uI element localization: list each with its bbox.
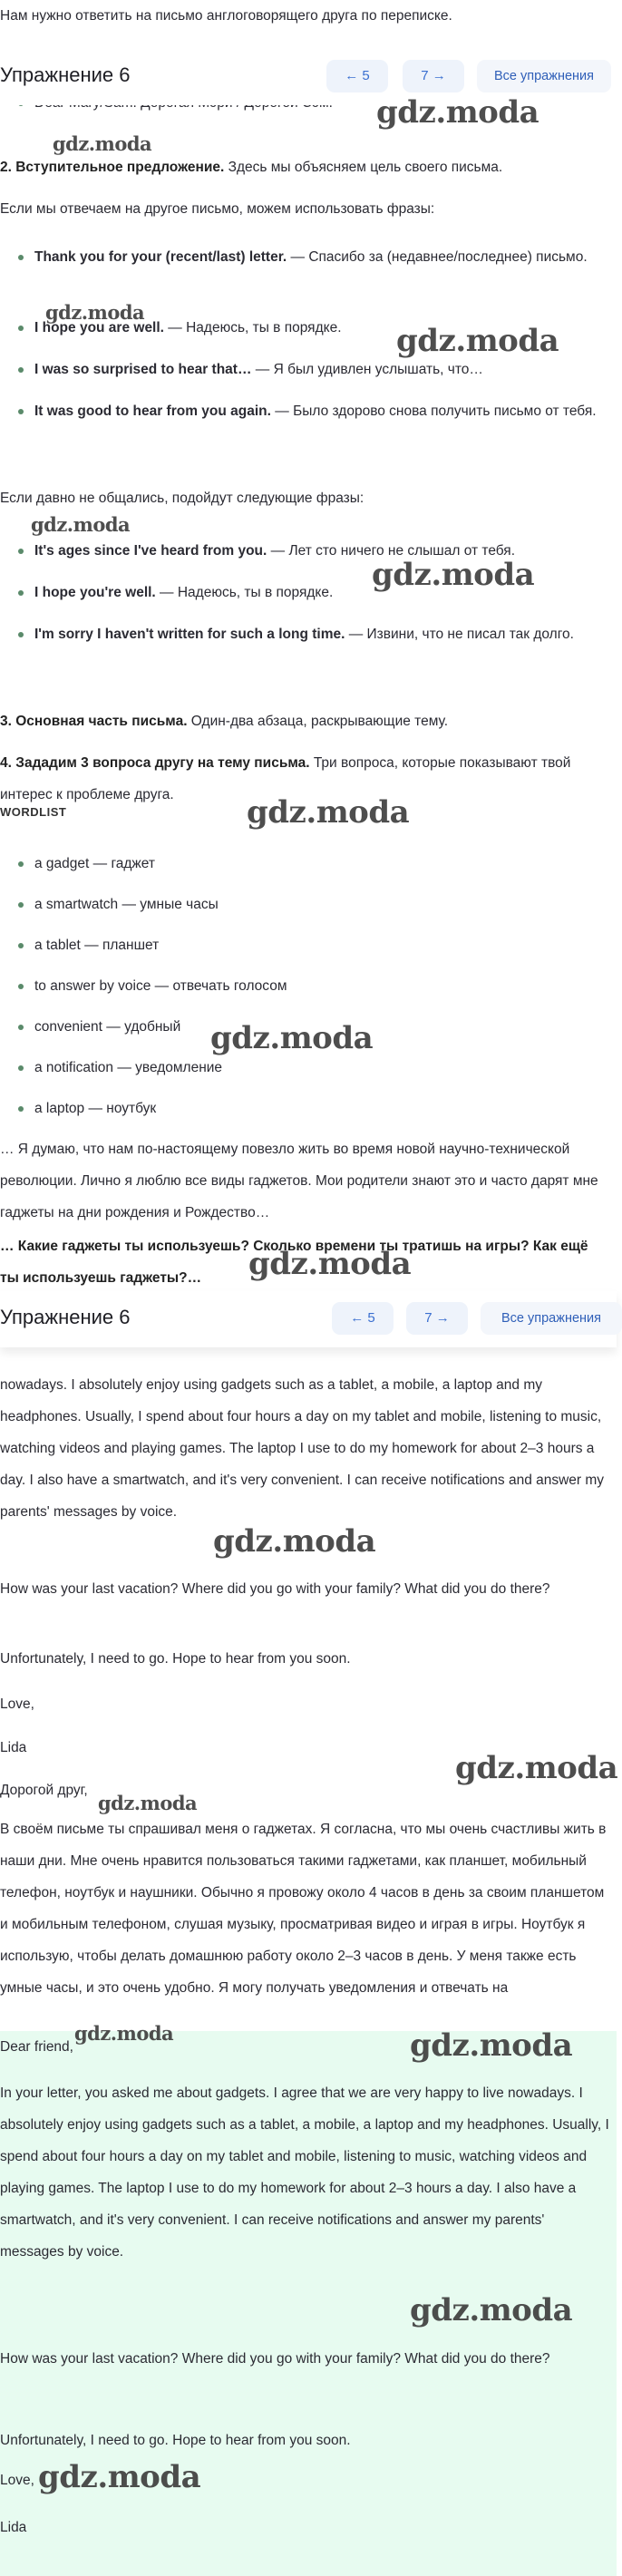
reply-phrases-lead: Если мы отвечаем на другое письмо, можем использовать фразы: — [0, 201, 435, 217]
wordlist-item: a laptop — ноутбук — [34, 1093, 607, 1124]
watermark: gdz.moda — [376, 94, 539, 131]
list-item: Thank you for your (recent/last) letter. — Спасибо за (недавнее/последнее) письмо. — [34, 241, 607, 273]
all-exercises-button[interactable]: Все упражнения — [481, 1302, 622, 1335]
wordlist-item: a notification — уведомление — [34, 1052, 607, 1084]
all-exercises-button[interactable]: Все упражнения — [477, 60, 611, 92]
answer-paragraph: Unfortunately, I need to go. Hope to hear from you soon. — [0, 2433, 351, 2448]
watermark: gdz.moda — [248, 1246, 412, 1282]
questions-paragraph: 4. Зададим 3 вопроса другу на тему письма. Три вопроса, которые показывают твой интерес к проблеме друга. — [0, 755, 571, 802]
watermark: gdz.moda — [410, 2292, 573, 2328]
answer-greeting: Dear friend, — [0, 2039, 73, 2055]
letter-paragraph: Unfortunately, I need to go. Hope to hear from you soon. — [0, 1651, 351, 1667]
intro-sentence-paragraph: 2. Вступительное предложение. Здесь мы объясняем цель своего письма. — [0, 160, 503, 175]
list-item: It's ages since I've heard from you. — Лет сто ничего не слышал от тебя. — [34, 535, 607, 567]
letter-closing: Love, — [0, 1696, 34, 1712]
exercise-title: Упражнение 6 — [0, 1306, 131, 1328]
wordlist-item: convenient — удобный — [34, 1011, 607, 1043]
watermark: gdz.moda — [74, 2022, 174, 2045]
watermark: gdz.moda — [455, 1750, 618, 1786]
list-item: I'm sorry I haven't written for such a long time. — Извини, что не писал так долго. — [34, 618, 607, 650]
watermark: gdz.moda — [53, 132, 152, 155]
wordlist-title: WORDLIST — [0, 805, 67, 819]
next-exercise-button[interactable]: 7 → — [406, 1302, 468, 1335]
wordlist-item: a gadget — гаджет — [34, 848, 607, 880]
watermark: gdz.moda — [45, 301, 145, 324]
answer-paragraph: In your letter, you asked me about gadgets. I agree that we are very happy to live nowadays. I absolutely enjoy using gadgets such as a tablet, a mobile, a laptop and my headphones. Usually, I spend about four hours a day on my tablet and mobile, listening to music, watching videos and playing games. The laptop I use to do my homework for about 2–3 hours a day. I also have a smartwatch, and it's very convenient. I can receive notifications and answer my parents' messages by voice. — [0, 2085, 609, 2260]
answer-signature: Lida — [0, 2520, 27, 2535]
list-item: I hope you're well. — Надеюсь, ты в порядке. — [34, 577, 607, 608]
intro-text: Нам нужно ответить на письмо англоговорящего друга по переписке. — [0, 8, 452, 24]
letter-signature: Lida — [0, 1740, 27, 1755]
watermark: gdz.moda — [31, 513, 131, 536]
main-part-paragraph: 3. Основная часть письма. Один-два абзаца, раскрывающие тему. — [0, 714, 449, 729]
watermark: gdz.moda — [410, 2027, 573, 2064]
watermark: gdz.moda — [38, 2459, 201, 2495]
answer-paragraph: How was your last vacation? Where did you go with your family? What did you do there? — [0, 2351, 550, 2367]
ru-letter-body: В своём письме ты спрашивал меня о гаджетах. Я согласна, что мы очень счастливы жить в наши дни. Мне очень нравится пользоваться такими гаджетами, как планшет, мобильный телефон, ноутбук и наушники. Обычно я провожу около 4 часов в день за своим планшетом и мобильным телефоном, слушая музыку, просматривая видео и играя в игры. Ноутбук я использую, чтобы делать домашнюю работу около 2–3 часов в день. У меня также есть умные часы, и это очень удобно. Я могу получать уведомления и отвечать на — [0, 1822, 607, 1996]
ru-greeting: Дорогой друг, — [0, 1783, 88, 1798]
ru-questions-paragraph: … Какие гаджеты ты используешь? Сколько времени ты тратишь на игры? Как ещё ты используешь гаджеты?… — [0, 1239, 588, 1286]
wordlist-item: a tablet — планшет — [34, 929, 607, 961]
answer-closing: Love, — [0, 2473, 34, 2488]
letter-paragraph: nowadays. I absolutely enjoy using gadgets such as a tablet, a mobile, a laptop and my headphones. Usually, I spend about four hours a day on my tablet and mobile, listening to music, watching videos and playing games. The laptop I use to do my homework for about 2–3 hours a day. I also have a smartwatch, and it's very convenient. I can receive notifications and answer my parents' messages by voice. — [0, 1377, 605, 1520]
exercise-title: Упражнение 6 — [0, 63, 131, 86]
next-exercise-button[interactable]: 7 → — [403, 60, 464, 92]
watermark: gdz.moda — [396, 323, 559, 359]
watermark: gdz.moda — [210, 1020, 374, 1056]
exercise-nav-bar — [0, 1291, 617, 1347]
prev-exercise-button[interactable]: ← 5 — [326, 60, 388, 92]
prev-exercise-button[interactable]: ← 5 — [332, 1302, 394, 1335]
wordlist-item: a smartwatch — умные часы — [34, 889, 607, 920]
long-time-lead: Если давно не общались, подойдут следующие фразы: — [0, 491, 364, 506]
watermark: gdz.moda — [98, 1792, 198, 1814]
list-item: I hope you are well. — Надеюсь, ты в порядке. — [34, 312, 607, 344]
watermark: gdz.moda — [247, 794, 410, 831]
watermark: gdz.moda — [372, 557, 535, 593]
list-item: I was so surprised to hear that… — Я был удивлен услышать, что… — [34, 354, 607, 385]
ru-excerpt-paragraph: … Я думаю, что нам по-настоящему повезло жить во время новой научно-технической революции. Лично я люблю все виды гаджетов. Мои родители знают это и часто дарят мне гаджеты на дни рождения и Рождество… — [0, 1142, 598, 1220]
watermark: gdz.moda — [213, 1523, 376, 1560]
list-item: It was good to hear from you again. — Было здорово снова получить письмо от тебя. — [34, 395, 607, 427]
wordlist-item: to answer by voice — отвечать голосом — [34, 970, 607, 1002]
letter-paragraph: How was your last vacation? Where did you go with your family? What did you do there? — [0, 1581, 550, 1597]
